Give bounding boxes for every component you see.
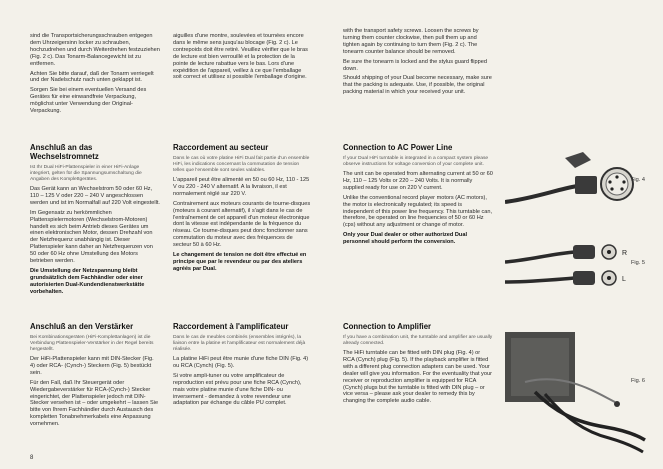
din-plug-body <box>575 176 597 194</box>
figure-5 <box>505 232 655 322</box>
en-power-warning: Only your Dual dealer or other authorized Dual personnel should perform the conversion. <box>343 232 468 246</box>
din-pin <box>610 187 613 190</box>
en-intro <box>343 28 493 99</box>
rca-plug-right-body <box>573 245 595 259</box>
din-cable <box>505 186 577 202</box>
en-amp-note: If you have a combination unit, the turntable and amplifier are usually already connected. <box>343 335 493 346</box>
de-intro-paragraph: Sorgen Sie bei einem eventuellen Versand des Gerätes für eine einwandfreie Verpackung, möglichst unter Verwendung der Original-Verpackung. <box>30 87 147 115</box>
en-power-paragraph: The unit can be operated from alternating current at 50 or 60 Hz, 110 – 125 Volts or 220 – 240 Volts. It is normally supplied ready for use on 220 V current. <box>343 171 493 191</box>
de-power-note: Ist Ihr Dual HiFi-Plattenspieler in einer HiFi-Anlage integriert, gelten für die Spannungsumschaltung die Angaben des Komplettgerätes. <box>30 165 142 182</box>
power-cable <box>545 394 643 452</box>
din-pin <box>615 175 618 178</box>
fr-intro-paragraph: aiguilles d'une montre, soulevées et tournées encore dans le même sens jusqu'au blocage (Fig. 2 c). Le contrepoids doit être retiré. Veuillez vérifier que le bras de lecture est bien verrouillé et la protection de la pointe de lecture rabattue vers le bas. Lors d'une expédition de l'appareil, veillez à ce que l'emballage soit correct et utilisez si possible l'emballage d'origine. <box>173 33 308 81</box>
rca-pin <box>607 250 611 254</box>
rca-pin <box>607 276 611 280</box>
en-amp-heading: Connection to Amplifier <box>343 322 432 331</box>
figure-4-label: Fig. 4 <box>631 177 645 183</box>
fr-power-section <box>173 143 311 276</box>
din-plug-illustration <box>505 140 655 230</box>
de-amp-note: Bei Kombinationsgeräten (HiFi-Komplettanlagen) ist die Verbindung Plattenspieler-Verstärker in der Regel bereits hergestellt. <box>30 335 154 352</box>
de-amp-heading: Anschluß an den Verstärker <box>30 322 134 331</box>
fr-power-paragraph: L'appareil peut être alimenté en 50 ou 60 Hz, 110 - 125 V ou 220 - 240 V alternatif. A la livraison, il est normalement réglé sur 220 V. <box>173 177 310 197</box>
fr-amp-paragraph: La platine HiFi peut être munie d'une fiche DIN (Fig. 4) ou RCA (Cynch) (Fig. 5). <box>173 356 309 369</box>
en-intro-paragraph: with the transport safety screws. Loosen the screws by turning them counter clockwise, then pull them up and tighten again by continuing to turn them (Fig. 2 c). The tonearm counter balance should be removed. <box>343 28 479 55</box>
en-amp-section <box>343 322 493 408</box>
de-intro-paragraph: Achten Sie bitte darauf, daß der Tonarm verriegelt und der Nadelschutz nach unten geklappt ist. <box>30 70 154 84</box>
de-intro <box>30 33 160 118</box>
de-intro-paragraph: sind die Transportsicherungsschrauben entgegen dem Uhrzeigersinn locker zu schrauben, hochzudrehen und durch Weiterdrehen festzuziehen (Fig. 2 c). Das Tonarm-Balancegewicht ist zu entfernen. <box>30 33 160 67</box>
en-power-heading: Connection to AC Power Line <box>343 143 453 152</box>
din-pin <box>620 187 623 190</box>
fr-power-note: Dans le cas où votre platine HiFi Dual fait partie d'un ensemble HiFi, les indications concernant la commutation de tension telles que l'ensemble sont seules valables. <box>173 156 310 173</box>
de-power-section <box>30 143 160 299</box>
din-pin <box>608 180 611 183</box>
page-number: 8 <box>30 455 34 461</box>
de-amp-paragraph: Der HiFi-Plattenspieler kann mit DIN-Stecker (Fig. 4) oder RCA- (Cynch-) Steckern (Fig. 5) bestückt sein. <box>30 356 154 376</box>
rca-cable-left <box>505 278 575 282</box>
fr-power-paragraph: Contrairement aux moteurs courants de tourne-disques (moteurs à courant alternatif), il s'agit dans le cas de l'entraînement de cet appareil d'un moteur électronique dont la vitesse est indépendante de la fréquence du réseau. Ce tourne-disques peut donc fonctionner sans commutation du moteur avec des fréquences de secteur 50 à 60 Hz. <box>173 200 311 249</box>
en-amp-paragraph: The HiFi turntable can be fitted with DIN plug (Fig. 4) or RCA (Cynch) plug (Fig. 5). If the playback amplifier is fitted with a different plug connection adapters can be used. Your dealer will give you information. For the eventuality that your receiver or reproduction amplifier is equipped for RCA (Cynch) plugs but the turntable is fitted with DIN plug – or vice versa – please ask your dealer to remedy this by changing the complete audio cable. <box>343 350 492 405</box>
fr-amp-heading: Raccordement à l'amplificateur <box>173 322 289 331</box>
en-intro-paragraph: Should shipping of your Dual become necessary, make sure that the packing is adequate. Use, if possible, the original packing material in which your received your unit. <box>343 75 492 96</box>
ground-terminal <box>614 401 620 407</box>
de-power-heading: Anschluß an das Wechselstromnetz <box>30 143 99 161</box>
fr-amp-paragraph: Si votre ampli-tuner ou votre amplificateur de reproduction est prévu pour une fiche RCA (Cynch), mais votre platine munie d'une fiche DIN- ou inversement - demandez à votre revendeur une adaptation par échange du câble PU complet. <box>173 372 302 407</box>
figure-6-label: Fig. 6 <box>631 378 645 384</box>
fr-power-heading: Raccordement au secteur <box>173 143 269 152</box>
figure-6 <box>505 322 655 462</box>
figure-4 <box>505 140 655 230</box>
rca-plug-left-body <box>573 271 595 285</box>
en-power-paragraph: Unlike the conventional record player motors (AC motors), the motor is electronically regulated; its speed is independent of this power line frequency. This turntable can, therefore, be operated on line frequencies of 50 or 60 Hz (cps) without any adjustment or change of motor. <box>343 194 493 229</box>
turntable-cables-illustration <box>505 322 655 462</box>
en-power-note: If your Dual HiFi turntable is integrated in a compact system please observe instructions for voltage conversion of your complete unit. <box>343 156 489 167</box>
de-power-warning: Die Umstellung der Netzspannung bleibt grundsätzlich dem Fachhändler oder einer autorisierten Dual-Kundendienstwerkstätte vorbehalten. <box>30 267 145 295</box>
din-socket-bracket <box>565 152 591 168</box>
fr-amp-section <box>173 322 311 410</box>
rca-plug-illustration <box>505 232 655 322</box>
fr-amp-note: Dans le cas de meubles combinés (ensembles intégrés), la liaison entre la platine et l'amplificateur est normalement déjà réalisée. <box>173 335 306 352</box>
rca-label-left: L <box>622 276 626 283</box>
de-amp-paragraph: Für den Fall, daß Ihr Steuergerät oder Wiedergabeverstärker für RCA-(Cynch-) Stecker eingerichtet, der Plattenspieler jedoch mit DIN-Stecker versehen ist – oder umgekehrt – lassen Sie bitte von Ihrem Fachhändler durch Austausch des kompletten Tonabnehmerkabels eine Anpassung vornehmen. <box>30 379 159 428</box>
figure-5-label: Fig. 5 <box>631 260 645 266</box>
fr-intro <box>173 33 311 84</box>
en-power-section <box>343 143 493 249</box>
de-amp-section <box>30 322 160 431</box>
fr-power-warning: Le changement de tension ne doit être effectué en principe que par le revendeur ou par des ateliers agréés par Dual. <box>173 252 307 272</box>
din-pin <box>622 180 625 183</box>
en-intro-paragraph: Be sure the tonearm is locked and the stylus guard flipped down. <box>343 58 487 72</box>
de-power-paragraph: Das Gerät kann an Wechselstrom 50 oder 60 Hz, 110 – 125 V oder 220 – 240 V angeschlossen werden und ist im Normalfall auf 220 Volt eingestellt. <box>30 186 160 206</box>
rca-label-right: R <box>622 250 628 257</box>
turntable-panel <box>511 338 569 396</box>
de-power-paragraph: Im Gegensatz zu herkömmlichen Plattenspielermotoren (Wechselstrom-Motoren) handelt es sich beim Antrieb dieses Gerätes um einen elektronischen Motor, dessen Drehzahl von der Netzfrequenz unabhängig ist. Dieser Plattenspieler kann daher an Netzfrequenzen von 50 oder 60 Hz ohne Umstellung des Motors betrieben werden. <box>30 209 153 265</box>
rca-cable-right <box>505 252 575 262</box>
